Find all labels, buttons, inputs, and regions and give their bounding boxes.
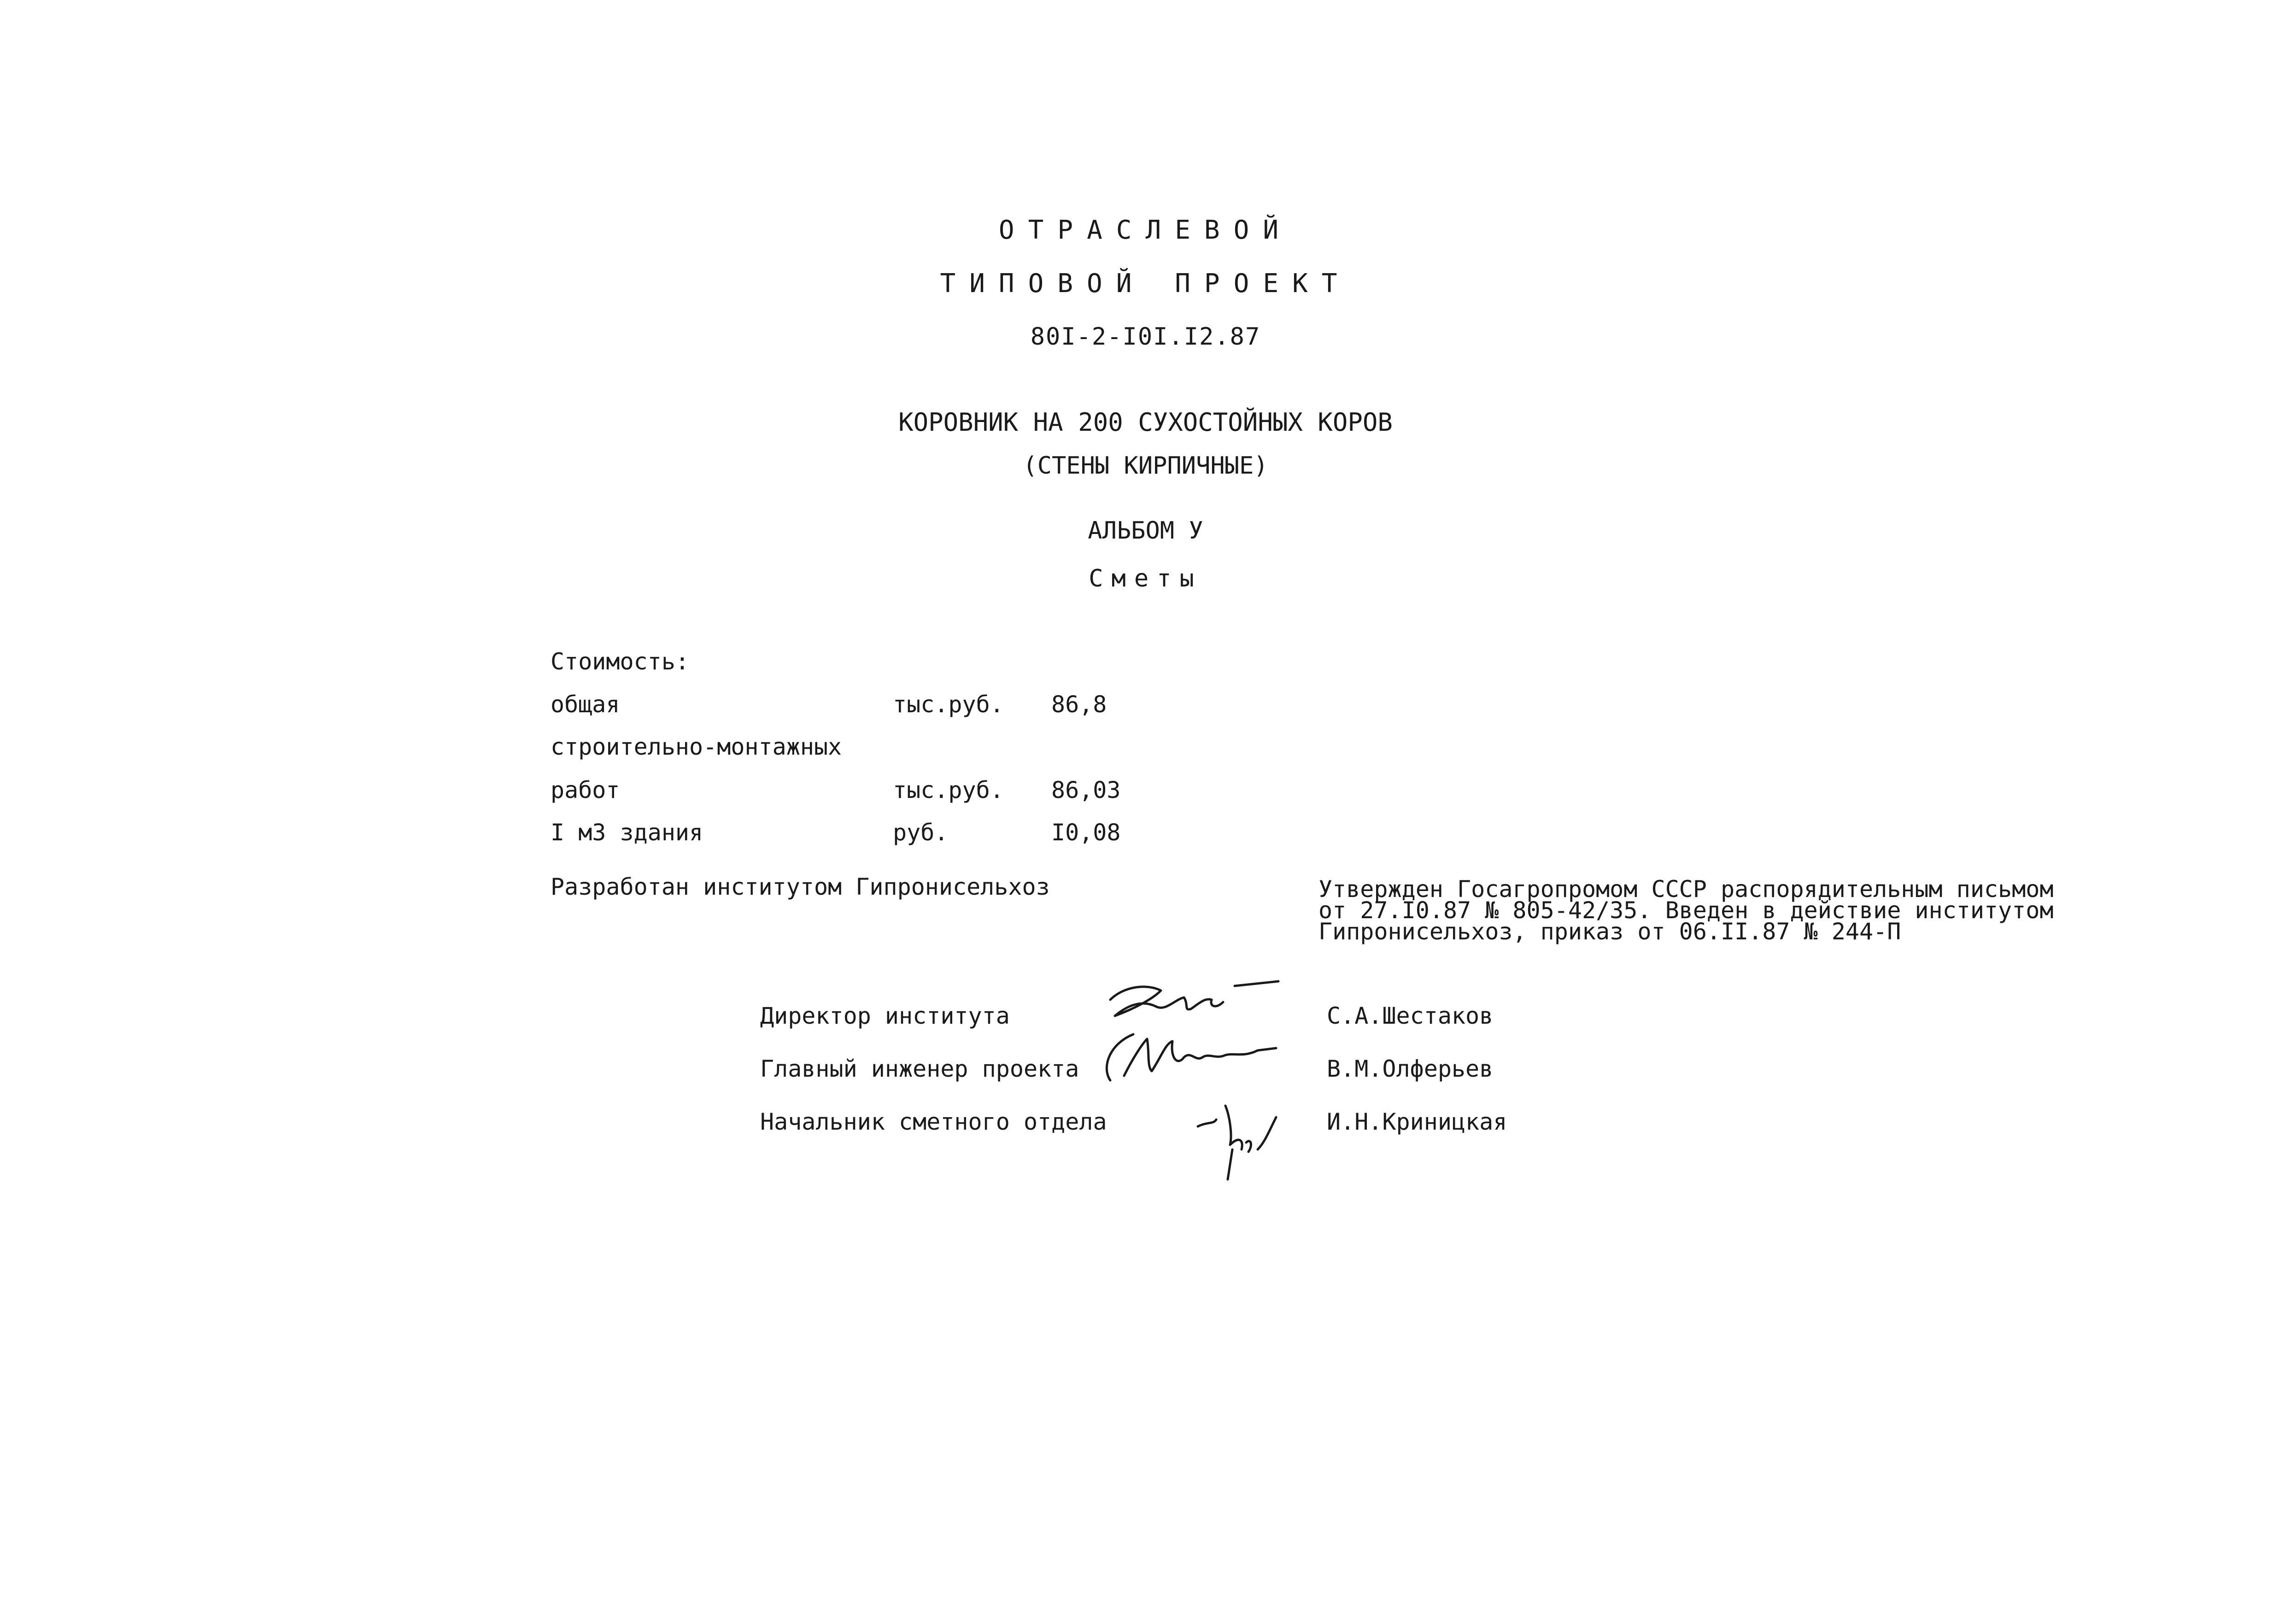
cost-row-value: 86,03 [1051,777,1121,803]
project-subtitle: (СТЕНЫ КИРПИЧНЫЕ) [1023,452,1268,480]
cost-row-unit: руб. [893,819,949,846]
signatory-role: Директор института [760,1003,1010,1029]
signatory-name: В.М.Олферьев [1327,1055,1494,1082]
signatory-name: И.Н.Криницкая [1327,1108,1507,1135]
cost-row-label: работ [551,777,620,803]
cost-heading: Стоимость: [551,648,690,675]
cost-row-value: 86,8 [1051,691,1107,718]
signatory-role: Главный инженер проекта [760,1055,1079,1082]
cost-row-unit: тыс.руб. [893,691,1004,718]
developer-line: Разработан институтом Гипронисельхоз [551,874,1050,900]
signatory-role: Начальник сметного отдела [760,1108,1107,1135]
signature-chief-engineer [1092,1025,1285,1090]
project-code: 80I-2-I0I.I2.87 [1030,323,1261,351]
cost-row-label: общая [551,691,620,718]
approval-line: Гипронисельхоз, приказ от 06.II.87 № 244-П [1318,918,1901,945]
header-line-1: ОТРАСЛЕВОЙ [998,215,1293,245]
album-label: АЛЬБОМ У [1088,517,1203,545]
signatory-name: С.А.Шестаков [1327,1003,1494,1029]
cost-row-label: строительно-монтажных [551,733,842,760]
cost-row-unit: тыс.руб. [893,777,1004,803]
project-title: КОРОВНИК НА 200 СУХОСТОЙНЫХ КОРОВ [898,408,1393,437]
approval-line: Утвержден Госагропромом СССР распорядительным письмом [1318,876,2054,903]
approval-block [1318,876,2171,945]
signature-director [1096,972,1290,1032]
section-label: Сметы [1089,565,1202,592]
cost-row-label: I м3 здания [551,819,703,846]
approval-line: от 27.I0.87 № 805-42/35. Введен в действие институтом [1318,897,2054,924]
cost-row-value: I0,08 [1051,819,1121,846]
header-line-2: ТИПОВОЙ ПРОЕКТ [940,269,1351,299]
signature-estimate-head [1189,1099,1290,1186]
